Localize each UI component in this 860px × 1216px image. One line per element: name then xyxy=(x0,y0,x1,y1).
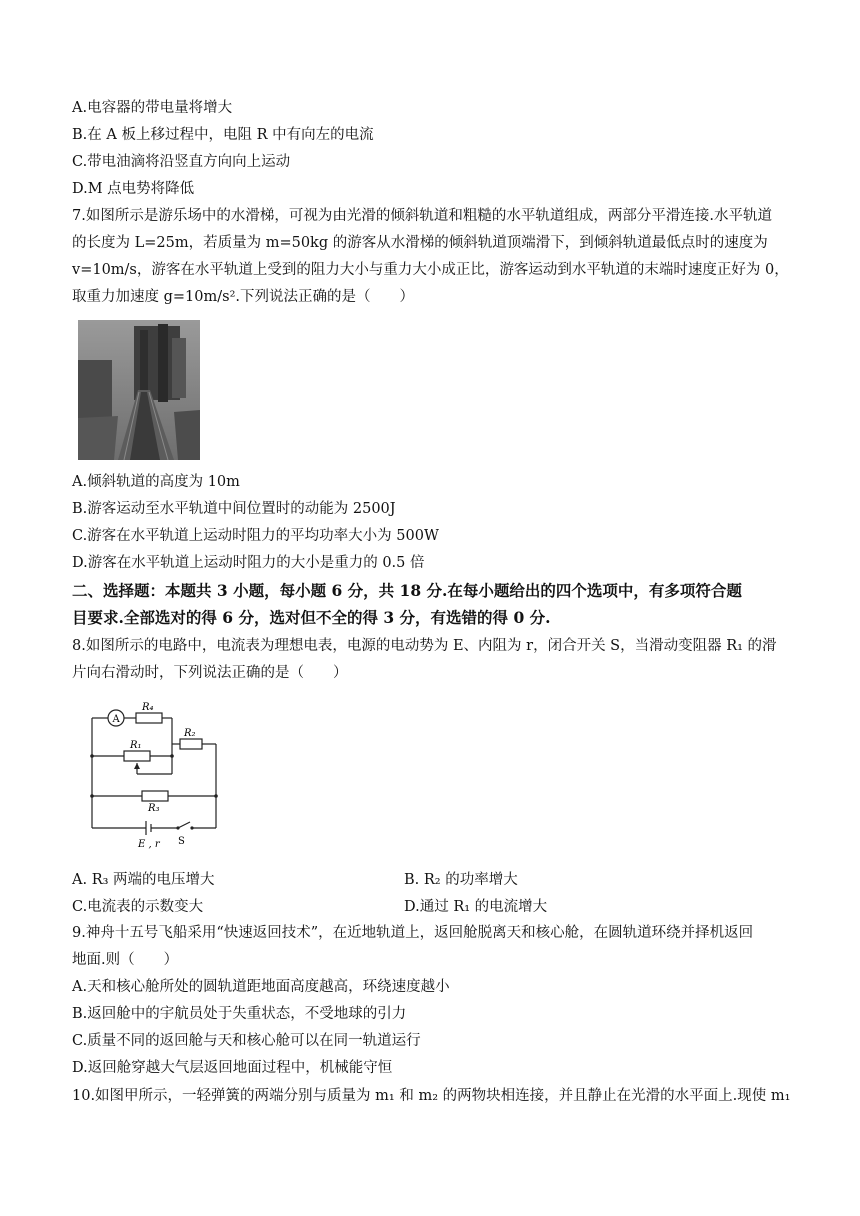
q6-option-a: A.电容器的带电量将增大 xyxy=(72,100,233,116)
q9-stem-line: 地面.则（ ） xyxy=(72,952,179,968)
ammeter-label: A xyxy=(112,714,120,725)
r4-label: R₄ xyxy=(142,702,154,713)
q7-stem-line: 的长度为 L=25m，若质量为 m=50kg 的游客从水滑梯的倾斜轨道顶端滑下，到倾斜轨道最低点时的速度为 xyxy=(72,235,768,251)
q6-option-c: C.带电油滴将沿竖直方向向上运动 xyxy=(72,154,291,170)
q9-option-b: B.返回舱中的宇航员处于失重状态，不受地球的引力 xyxy=(72,1006,407,1022)
q8-stem-line: 8.如图所示的电路中，电流表为理想电表，电源的电动势为 E、内阻为 r，闭合开关 S，当滑动变阻器 R₁ 的滑 xyxy=(72,638,777,654)
q6-option-b: B.在 A 板上移过程中，电阻 R 中有向左的电流 xyxy=(72,127,374,143)
q7-option-b: B.游客运动至水平轨道中间位置时的动能为 2500J xyxy=(72,501,396,517)
q7-option-a: A.倾斜轨道的高度为 10m xyxy=(72,474,240,490)
q10-stem-line: 10.如图甲所示，一轻弹簧的两端分别与质量为 m₁ 和 m₂ 的两物块相连接，并且静止在光滑的水平面上.现使 m₁ xyxy=(72,1088,791,1104)
q8-option-a: A. R₃ 两端的电压增大 xyxy=(72,872,215,888)
section-heading: 二、选择题：本题共 3 小题，每小题 6 分，共 18 分.在每小题给出的四个选项中，有多项符合题 xyxy=(72,581,742,600)
source-label: E , r xyxy=(138,839,160,850)
q8-option-b: B. R₂ 的功率增大 xyxy=(404,872,518,888)
q8-option-c: C.电流表的示数变大 xyxy=(72,899,204,915)
r3-label: R₃ xyxy=(148,803,160,814)
q6-option-d: D.M 点电势将降低 xyxy=(72,181,195,197)
switch-label: S xyxy=(178,836,185,847)
q9-stem-line: 9.神舟十五号飞船采用“快速返回技术”，在近地轨道上，返回舱脱离天和核心舱，在圆轨道环绕并择机返回 xyxy=(72,925,754,941)
q8-option-d: D.通过 R₁ 的电流增大 xyxy=(404,899,548,915)
q9-option-a: A.天和核心舱所处的圆轨道距地面高度越高，环绕速度越小 xyxy=(72,979,450,995)
q7-stem-line: 取重力加速度 g=10m/s².下列说法正确的是（ ） xyxy=(72,289,414,305)
r2-label: R₂ xyxy=(184,728,196,739)
q7-option-c: C.游客在水平轨道上运动时阻力的平均功率大小为 500W xyxy=(72,528,439,544)
r1-label: R₁ xyxy=(130,740,142,751)
q7-stem-line: 7.如图所示是游乐场中的水滑梯，可视为由光滑的倾斜轨道和粗糙的水平轨道组成，两部分平滑连接.水平轨道 xyxy=(72,208,772,224)
q7-stem-line: v=10m/s，游客在水平轨道上受到的阻力大小与重力大小成正比，游客运动到水平轨道的末端时速度正好为 0， xyxy=(72,262,789,278)
q7-option-d: D.游客在水平轨道上运动时阻力的大小是重力的 0.5 倍 xyxy=(72,555,425,571)
q8-stem-line: 片向右滑动时，下列说法正确的是（ ） xyxy=(72,665,348,681)
circuit-diagram xyxy=(84,692,224,852)
q9-option-c: C.质量不同的返回舱与天和核心舱可以在同一轨道运行 xyxy=(72,1033,421,1049)
q9-option-d: D.返回舱穿越大气层返回地面过程中，机械能守恒 xyxy=(72,1060,393,1076)
section-heading-cont: 目要求.全部选对的得 6 分，选对但不全的得 3 分，有选错的得 0 分. xyxy=(72,608,551,627)
water-slide-photo xyxy=(78,320,200,460)
